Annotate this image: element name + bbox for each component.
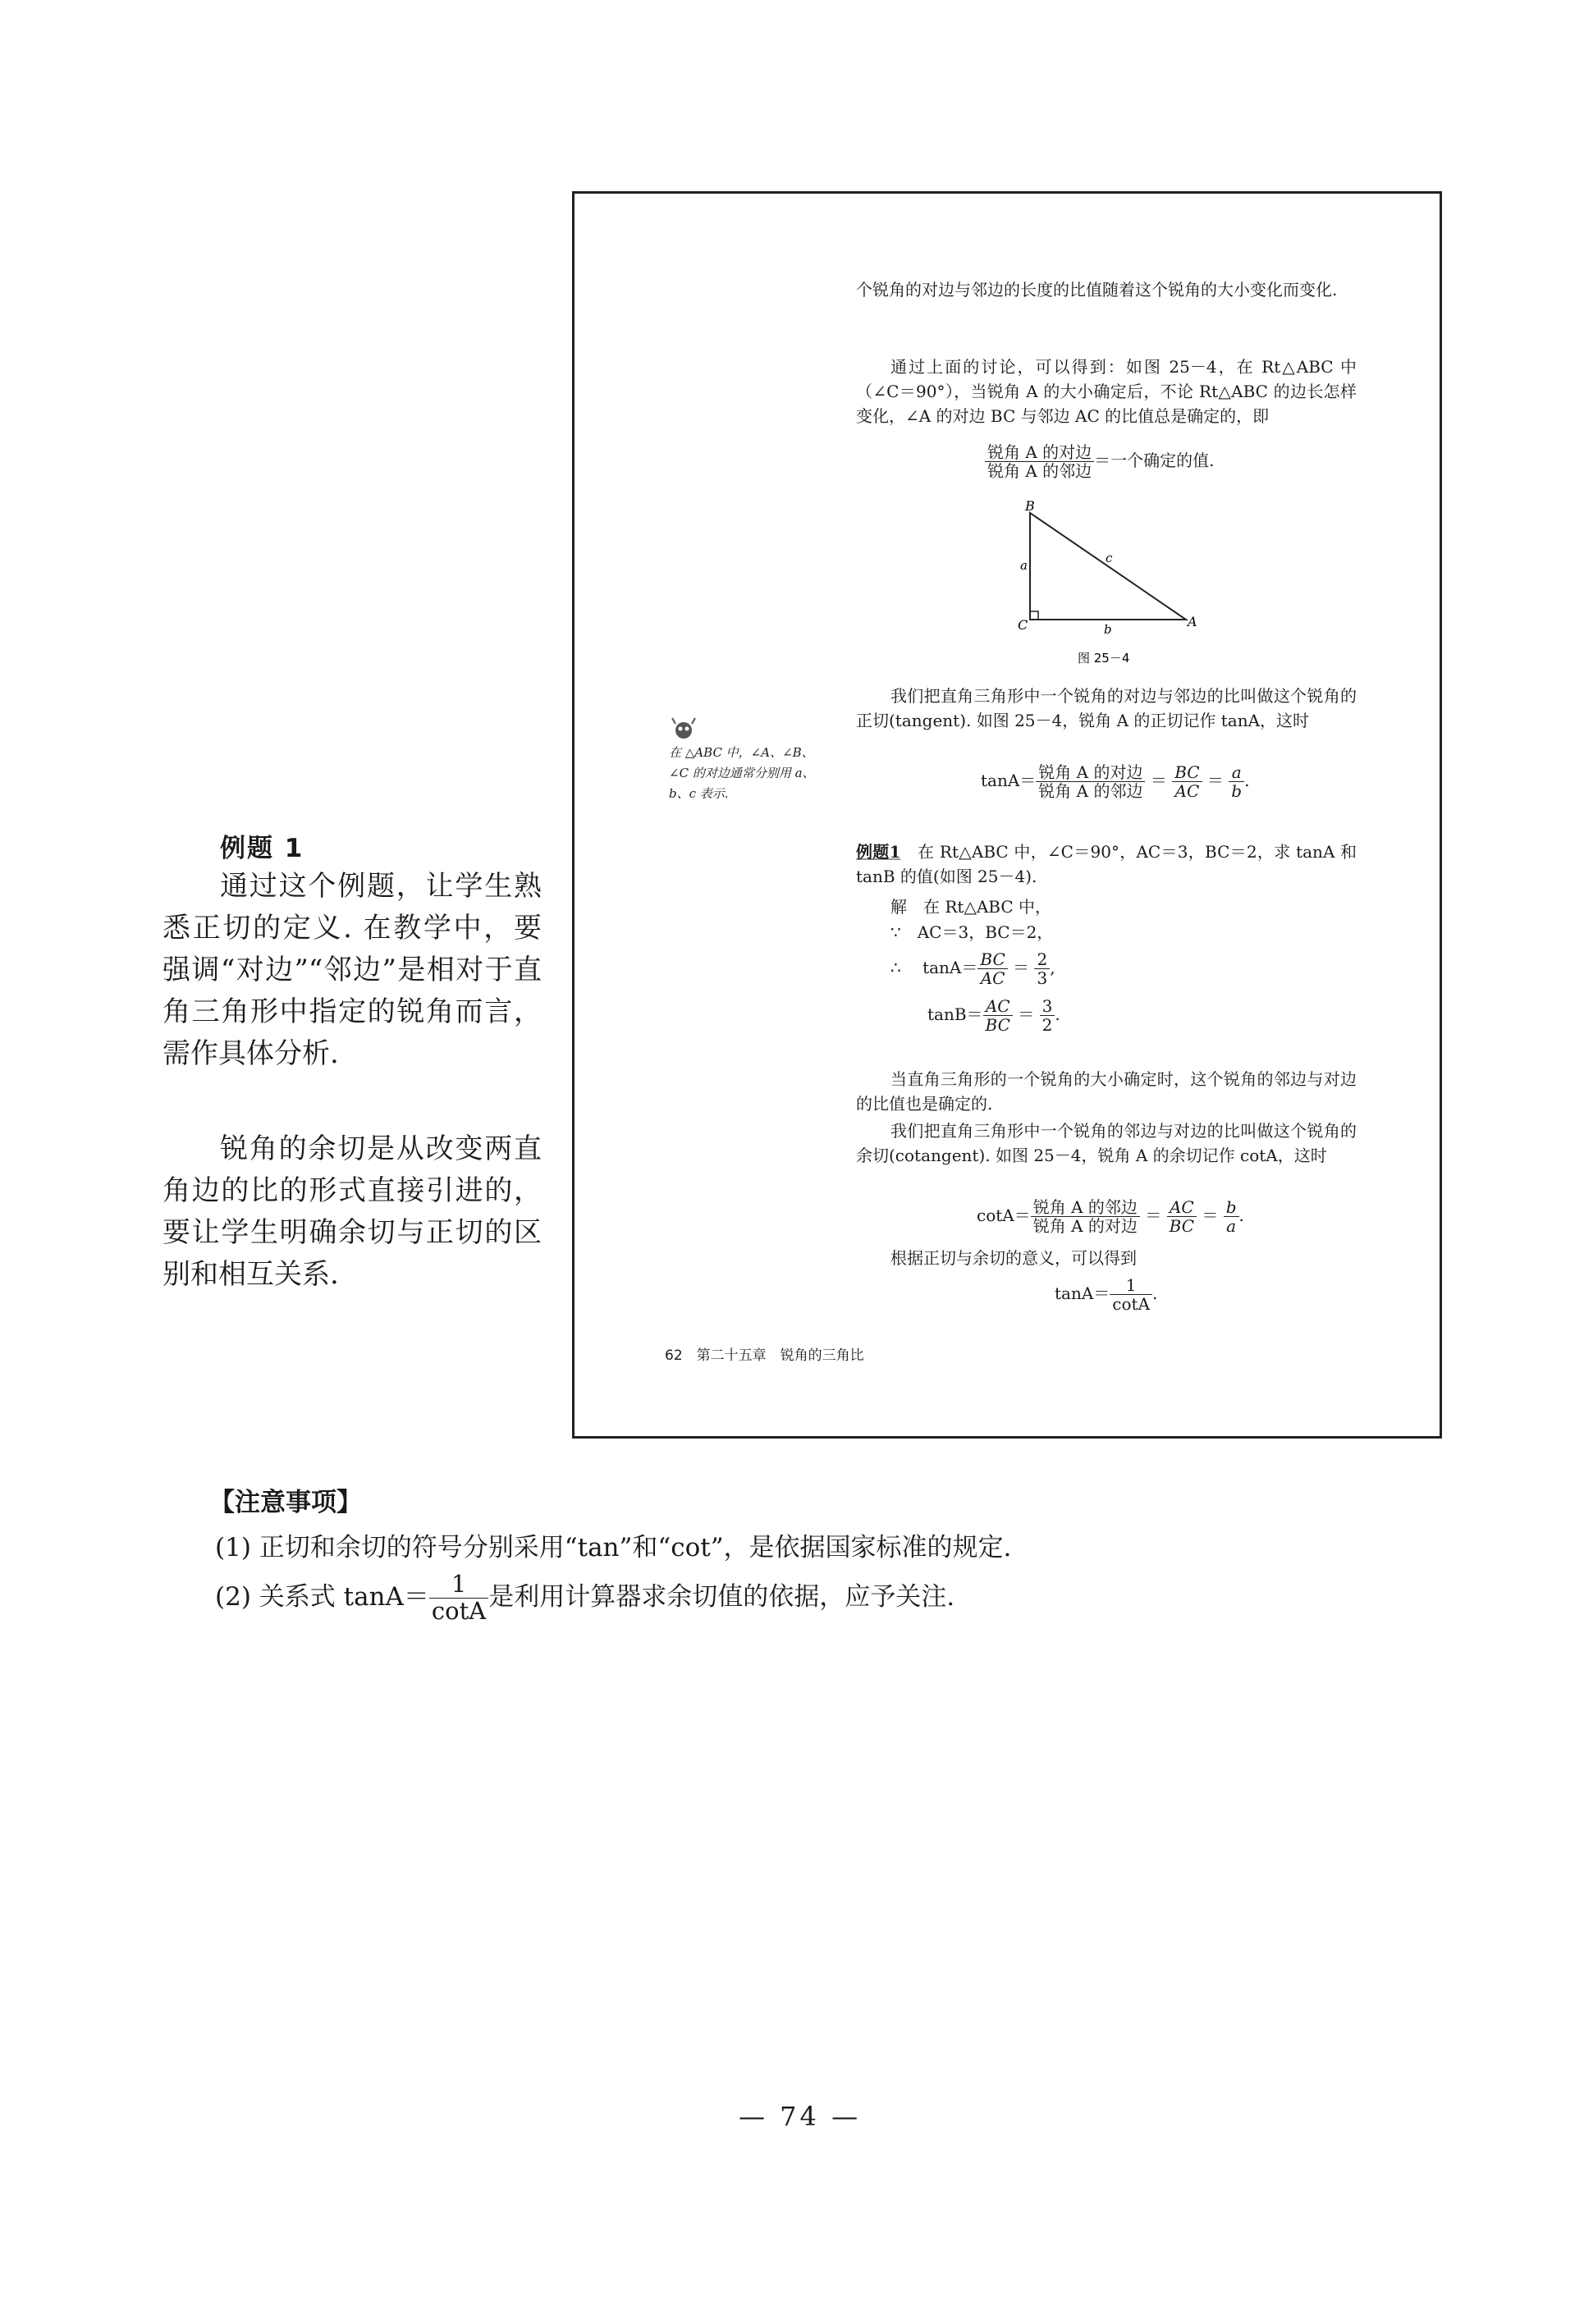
- sol-tanA-num: BC: [977, 950, 1007, 969]
- tan-lhs: tanA＝: [981, 771, 1037, 790]
- example-label: 例题1: [856, 842, 901, 862]
- sol-tanB-lhs: tanB＝: [927, 1004, 983, 1024]
- example-heading: 例题 1: [220, 834, 304, 863]
- relation-formula: tanA＝ $\frac{1}{\cot A}$ .: [1055, 1275, 1158, 1314]
- textbook-footer: [665, 1343, 864, 1364]
- tan-num-3: a: [1229, 763, 1244, 782]
- cot-den-1: 锐角 A 的对边: [1032, 1216, 1138, 1236]
- note-item-2-prefix: (2) 关系式 tanA＝: [215, 1581, 429, 1612]
- triangle-figure: [1005, 492, 1211, 665]
- cot-den-3: a: [1226, 1216, 1237, 1236]
- therefore-symbol: ∴: [890, 958, 901, 977]
- note-item-2-den: cotA: [431, 1596, 487, 1625]
- solution-because: ∵ AC＝3，BC＝2，: [890, 922, 1054, 942]
- ratio-tail: ＝一个确定的值.: [1094, 451, 1215, 470]
- page-number: — 74 —: [739, 2101, 862, 2132]
- solution-tanB: tanB＝ $\frac{AC}{BC}$ ＝ $\frac{3}{2}$ .: [927, 996, 1060, 1035]
- rel-den: cotA: [1112, 1294, 1151, 1314]
- tan-den-2: AC: [1174, 781, 1200, 801]
- cot-lhs: cotA＝: [977, 1205, 1031, 1225]
- footer-chapter: 第二十五章 锐角的三角比: [696, 1347, 864, 1364]
- cot-num-2: AC: [1167, 1198, 1197, 1217]
- tan-den-1: 锐角 A 的邻边: [1038, 781, 1143, 801]
- tan-den-3: b: [1231, 781, 1243, 801]
- vertex-b-label: B: [1025, 498, 1035, 514]
- sol-tanA-den: AC: [980, 968, 1005, 988]
- ratio-numerator: 锐角 A 的对边: [985, 443, 1094, 462]
- cotangent-definition: 我们把直角三角形中一个锐角的邻边与对边的比叫做这个锐角的余切(cotangent). 如图 25－4，锐角 A 的余切记作 cotA，这时: [856, 1121, 1357, 1165]
- sol-tanB-rnum: 3: [1040, 997, 1055, 1016]
- vertex-c-label: C: [1018, 617, 1028, 633]
- sol-tanA-lhs: tanA＝: [922, 958, 978, 977]
- sol-tanB-den: BC: [985, 1015, 1010, 1035]
- tan-num-1: 锐角 A 的对边: [1036, 763, 1145, 782]
- rel-lhs: tanA＝: [1055, 1283, 1110, 1303]
- cotangent-formula: cotA＝ $\frac{\text{锐角 A 的邻边}}{\text{锐角 A 的对边}}$ ＝ $\frac{AC}{BC}$ ＝ $\frac{b}{a}$ .: [977, 1197, 1244, 1236]
- note-item-2-suffix: 是利用计算器求余切值的依据，应予关注.: [488, 1581, 955, 1612]
- note-item-2-num: 1: [429, 1571, 488, 1599]
- example-text: 在 Rt△ABC 中，∠C＝90°，AC＝3，BC＝2，求 tanA 和 tanB 的值(如图 25－4).: [856, 842, 1357, 886]
- figure-caption: 图 25－4: [1078, 651, 1130, 665]
- footer-page-number: 62: [665, 1347, 683, 1364]
- tan-num-2: BC: [1172, 763, 1202, 782]
- note-item-1: (1) 正切和余切的符号分别采用“tan”和“cot”，是依据国家标准的规定.: [215, 1533, 1012, 1562]
- sol-tanB-num: AC: [983, 997, 1013, 1016]
- side-b-label: b: [1104, 622, 1112, 637]
- solution-head: 解 在 Rt△ABC 中，: [890, 897, 1052, 917]
- textbook-discussion: 通过上面的讨论，可以得到：如图 25－4，在 Rt△ABC 中（∠C＝90°），当锐角 A 的大小确定后，不论 Rt△ABC 的边长怎样变化，∠A 的对边 BC 与邻边 AC 的比值总是确定的，即: [856, 357, 1357, 426]
- cot-num-3: b: [1224, 1198, 1239, 1217]
- ratio-denominator: 锐角 A 的邻边: [987, 461, 1092, 481]
- note-item-2: [215, 1571, 955, 1625]
- triangle-outline: [1030, 513, 1186, 620]
- teaching-note-cotangent: 锐角的余切是从改变两直角边的比的形式直接引进的，要让学生明确余切与正切的区别和相互关系.: [163, 1132, 542, 1291]
- margin-note: 在 △ABC 中，∠A、∠B、∠C 的对边通常分别用 a、b、c 表示.: [669, 745, 815, 801]
- teaching-note-tangent: 通过这个例题，让学生熟悉正切的定义. 在教学中，要强调“对边”“邻边”是相对于直角三角形中指定的锐角而言，需作具体分析.: [163, 870, 542, 1070]
- sol-tanA-rden: 3: [1037, 968, 1048, 988]
- sol-tanB-rden: 2: [1042, 1015, 1053, 1035]
- relation-text: 根据正切与余切的意义，可以得到: [890, 1248, 1137, 1268]
- sol-tanA-rnum: 2: [1034, 950, 1050, 969]
- cotangent-intro: 当直角三角形的一个锐角的大小确定时，这个锐角的邻边与对边的比值也是确定的.: [856, 1069, 1357, 1114]
- notes-title: 【注意事项】: [209, 1488, 362, 1517]
- vertex-a-label: A: [1188, 614, 1197, 629]
- ratio-formula: [985, 443, 1215, 480]
- cot-den-2: BC: [1169, 1216, 1194, 1236]
- solution-tanA: ∴ tanA＝ $\frac{BC}{AC}$ ＝ $\frac{2}{3}$ ,: [890, 949, 1055, 988]
- tangent-formula: tanA＝ $\frac{\text{锐角 A 的对边}}{\text{锐角 A 的邻边}}$ ＝ $\frac{BC}{AC}$ ＝ $\frac{a}{b}$ .: [981, 762, 1250, 801]
- cot-num-1: 锐角 A 的邻边: [1031, 1198, 1140, 1217]
- rel-num: 1: [1110, 1276, 1152, 1295]
- side-a-label: a: [1020, 558, 1028, 573]
- textbook-intro: 个锐角的对边与邻边的长度的比值随着这个锐角的大小变化而变化.: [856, 280, 1338, 300]
- side-c-label: c: [1106, 551, 1113, 565]
- mascot-icon: [669, 716, 698, 742]
- tangent-definition: 我们把直角三角形中一个锐角的对边与邻边的比叫做这个锐角的正切(tangent). 如图 25－4，锐角 A 的正切记作 tanA，这时: [856, 686, 1357, 730]
- example-1: [856, 839, 1357, 889]
- right-angle-marker: [1030, 611, 1038, 620]
